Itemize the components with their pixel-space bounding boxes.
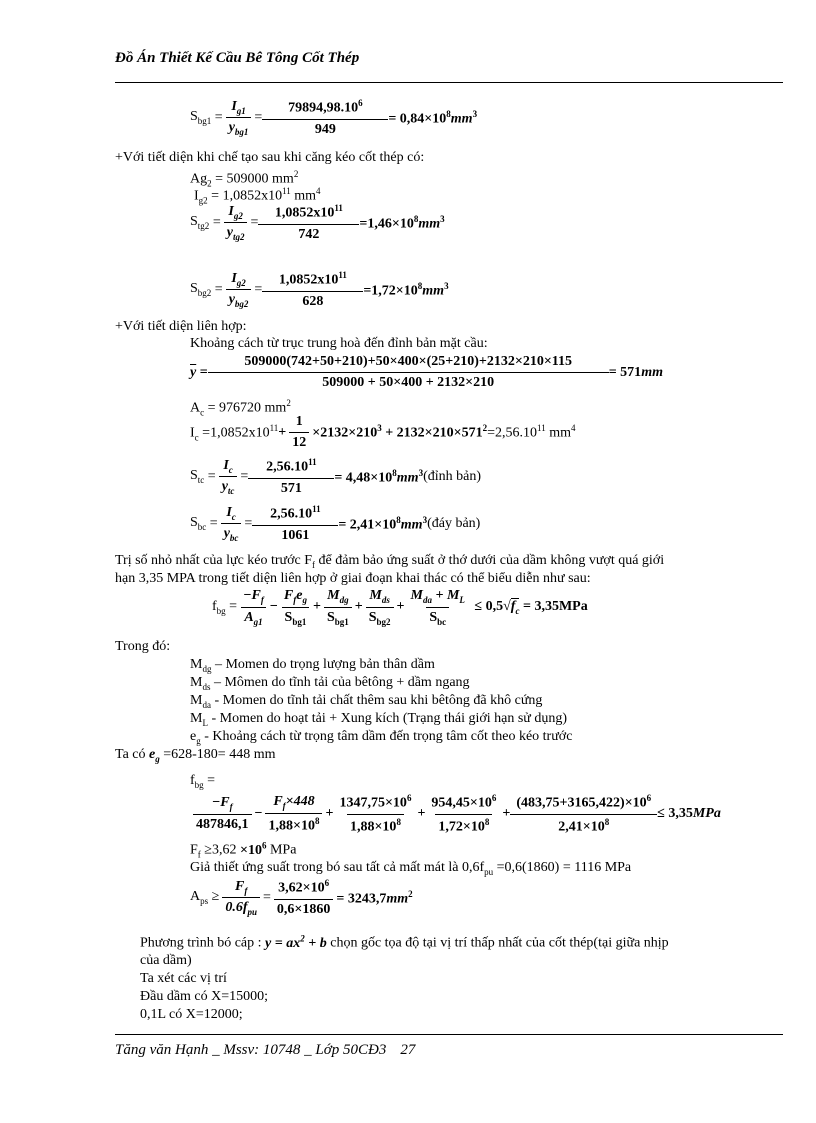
eq-sbg1: $S_{bg1}$ = $\frac{I_{g1}}{y_{bg1}}$ = $\frac{79894,98.10^6}{949}$ = $0,84\times 10^8mm^3$ — [190, 98, 478, 138]
def-eg: $e_g$ - Khoảng cách từ trọng tâm dầm đến trọng tâm cốt theo kéo trước — [190, 729, 573, 746]
eq-stc: $S_{tc}$ = $\frac{I_c}{y_{tc}}$ = $\frac{2,56.10^{11}}{571}$ = $4,48\times 10^8mm^3$ (đỉnh bản) — [190, 457, 482, 497]
page-header-title: Đồ Án Thiết Kế Cầu Bê Tông Cốt Thép — [115, 50, 360, 66]
eq-sbc: $S_{bc}$ = $\frac{I_c}{y_{bc}}$ = $\frac{2,56.10^{11}}{1061}$ = $2,41\times 10^8mm^3$ (đáy bản) — [190, 504, 481, 544]
eq-ic: $I_c =1,0852x10^{11}$ + $\frac{1}{12}$ $\times 2132\times 210^3 + 2132\times 210\times 571^2$ $=2,56.10^{11}$ $mm^4$ — [190, 414, 576, 450]
def-ml: $M_L$ - Momen do hoạt tải + Xung kích (Trạng thái giới hạn sử dụng) — [190, 711, 568, 728]
phuong-trinh-bo-cap: Phương trình bó cáp : $y = ax^2 + b$ chọn gốc tọa độ tại vị trí thấp nhất của cốt thép(tại giữa nhịp — [140, 933, 669, 951]
page-footer — [115, 1042, 415, 1059]
fbg2-lhs: $f_{bg}$ = — [190, 773, 216, 790]
khoang-cach-line: Khoảng cách từ trục trung hoà đến đỉnh bản mặt cầu: — [190, 336, 488, 351]
gia-thiet-line: Giả thiết ứng suất trong bó sau tất cả mất mát là $0,6f_{pu} =0,6(1860) = 1116$ MPa — [190, 860, 632, 877]
eq-stg2: $S_{tg2}$ = $\frac{I_{g2}}{y_{tg2}}$ = $\frac{1,0852x10^{11}}{742}$ $=1,46\times 10^8mm^3$ — [190, 203, 445, 243]
paragraph-gioi-han: hạn 3,35 MPA trong tiết diện liên hợp ở giai đoạn khai thác có thể biểu diễn như sau: — [115, 571, 591, 586]
eq-fbg: $f_{bg}$ = $\frac{-F_f}{A_{g1}}$ − $\frac{F_fe_g}{S_{bg1}}$ + $\frac{M_{dg}}{S_{bg1}}$ + $\frac{M_{ds}}{S_{bg2}}$ + $\frac{M_{da} + M_L}{S_{bc}}$ ≤ $0,5√f_c = 3,35MPa$ — [212, 588, 588, 627]
l01-line: 0,1L có X=12000; — [140, 1007, 243, 1022]
intro-tiet-dien-lien-hop: +Với tiết diện liên hợp: — [115, 319, 247, 334]
ta-co-eg: Ta có $e_g =628-180= 448$ mm — [115, 747, 276, 764]
intro-tiet-dien-che-tao: +Với tiết diện khi chế tạo sau khi căng kéo cốt thép có: — [115, 150, 425, 165]
eq-fbg-numeric: $\frac{-F_f}{487846,1}$ − $\frac{F_f\times 448}{1,88\times 10^8}$ + $\frac{1347,75\times 10^6}{1,88\times 10^8}$ + $\frac{954,45\times 10^6}{1,72\times 10^8}$ + $\frac{(483,75+3165,422)\times 10^6}{2,41\times 10^8}$ ≤ 3,35MPa — [190, 793, 721, 835]
trong-do-label: Trong đó: — [115, 639, 171, 654]
def-mda: $M_{da}$ - Momen do tĩnh tải chất thêm sau khi bêtông đã khô cứng — [190, 693, 543, 710]
paragraph-tri-so: Trị số nhỏ nhất của lực kéo trước $F_f$ để đảm bảo ứng suất ở thớ dưới của dầm không vượt quá giới — [115, 553, 665, 570]
dau-dam-line: Đầu dầm có X=15000; — [140, 989, 269, 1004]
ta-xet-line: Ta xét các vị trí — [140, 971, 227, 986]
eq-sbg2: $S_{bg2}$ = $\frac{I_{g2}}{y_{bg2}}$ = $\frac{1,0852x10^{11}}{628}$ $=1,72\times 10^8mm^3$ — [190, 270, 449, 310]
ig2-line: $I_{g2} = 1,0852x10^{11}$ $mm^4$ — [194, 186, 321, 206]
footer-rule — [115, 1034, 783, 1035]
ac-line: $A_c = 976720$ $mm^2$ — [190, 398, 291, 418]
eq-ybar: $\overline{y}$ = $\frac{509000(742+50+210)+50\times 400\times(25+210)+2132\times 210\times 115}{509000 + 50\times 400 + 2132\times 210}$ = 571mm — [190, 354, 663, 390]
def-mds: $M_{ds}$ – Mômen do tĩnh tải của bêtông + dầm ngang — [190, 675, 470, 692]
ag2-line: $Ag_2 = 509000$ $mm^2$ — [190, 169, 299, 189]
def-mdg: $M_{dg}$ – Momen do trọng lượng bản thân dầm — [190, 657, 435, 674]
eq-aps: $A_{ps}$ ≥ $\frac{F_f}{0.6f_{pu}}$ = $\frac{3,62\times 10^6}{0,6\times 1860}$ = $3243,7mm^2$ — [190, 878, 413, 918]
cua-dam-line: của dầm) — [140, 953, 192, 968]
page-number: 27 — [400, 1042, 416, 1058]
header-rule — [115, 82, 783, 83]
ff-line: $F_f \ge 3,62 \times 10^6$ MPa — [190, 840, 297, 860]
footer-author: Tăng văn Hạnh _ Mssv: 10748 _ Lớp 50CĐ3 — [115, 1042, 387, 1058]
